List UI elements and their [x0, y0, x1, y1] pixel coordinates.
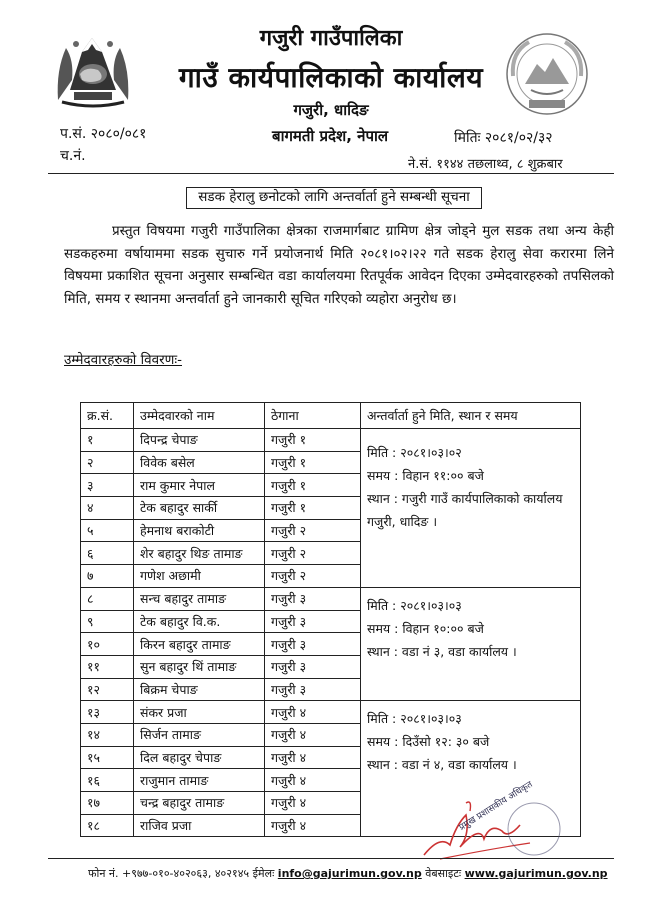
- schedule-date: मिति : २०८१।०३।०३: [367, 597, 462, 613]
- serial-cell: १८: [81, 814, 134, 837]
- footer-phone: फोन नं. +९७७-०१०-४०२०६३, ४०२१४५ ईमेलः: [88, 867, 275, 880]
- header-divider: [48, 173, 614, 174]
- office-title: गाउँ कार्यपालिकाको कार्यालय: [178, 61, 484, 94]
- serial-cell: १३: [81, 701, 134, 724]
- name-cell: संकर प्रजा: [134, 701, 265, 724]
- candidate-list-title: उम्मेदवारहरुको विवरणः-: [64, 352, 182, 368]
- footer-website-label: वेबसाइटः: [425, 867, 462, 880]
- serial-cell: ११: [81, 655, 134, 678]
- address-cell: गजुरी ४: [265, 769, 361, 792]
- letter-date: मितिः २०८१/०२/३२: [454, 130, 553, 146]
- reference-number: प.सं. २०८०/०८१: [60, 126, 147, 142]
- official-stamp: प्रमुख प्रशासकीय अधिकृत: [457, 779, 535, 834]
- address-cell: गजुरी ४: [265, 701, 361, 724]
- address-cell: गजुरी १: [265, 497, 361, 520]
- serial-cell: १२: [81, 678, 134, 701]
- nepal-sambat-date: ने.सं. ११४४ तछलाथ्व, ८ शुक्रबार: [408, 157, 563, 172]
- footer-email-link[interactable]: info@gajurimun.gov.np: [277, 867, 422, 880]
- table-header-row: [81, 403, 581, 429]
- schedule-date: मिति : २०८१।०३।०२: [367, 445, 462, 460]
- name-cell: दिपन्द्र चेपाङ: [134, 429, 265, 452]
- candidate-table: [80, 402, 581, 837]
- name-cell: राजुमान तामाङ: [134, 769, 265, 792]
- serial-cell: ५: [81, 519, 134, 542]
- address-cell: गजुरी ३: [265, 678, 361, 701]
- footer-website-link[interactable]: www.gajurimun.gov.np: [464, 867, 608, 880]
- serial-cell: ८: [81, 587, 134, 610]
- serial-cell: १: [81, 429, 134, 452]
- address-cell: गजुरी ३: [265, 587, 361, 610]
- name-cell: शेर बहादुर थिङ तामाङ: [134, 542, 265, 565]
- serial-cell: ६: [81, 542, 134, 565]
- address-cell: गजुरी ४: [265, 746, 361, 769]
- header-name: उम्मेदवारको नाम: [134, 403, 265, 429]
- name-cell: टेक बहादुर वि.क.: [134, 610, 265, 633]
- schedule-time: समय : विहान ११:०० बजे: [367, 468, 484, 483]
- address-cell: गजुरी १: [265, 474, 361, 497]
- name-cell: हेमनाथ बराकोटी: [134, 519, 265, 542]
- serial-cell: ४: [81, 497, 134, 520]
- schedule-cell-group-2: [361, 587, 581, 700]
- name-cell: दिल बहादुर चेपाङ: [134, 746, 265, 769]
- serial-cell: २: [81, 451, 134, 474]
- footer-contact: [88, 866, 608, 881]
- schedule-time: समय : दिउँसो १२: ३० बजे: [367, 734, 490, 750]
- address-cell: गजुरी २: [265, 519, 361, 542]
- dispatch-number: च.नं.: [60, 148, 86, 164]
- table-row: [81, 429, 581, 452]
- serial-cell: १४: [81, 723, 134, 746]
- name-cell: सन्च बहादुर तामाङ: [134, 587, 265, 610]
- serial-cell: १५: [81, 746, 134, 769]
- table-row: [81, 587, 581, 610]
- address-cell: गजुरी २: [265, 542, 361, 565]
- schedule-place: स्थान : वडा नं ३, वडा कार्यालय ।: [367, 643, 517, 659]
- name-cell: टेक बहादुर सार्की: [134, 497, 265, 520]
- serial-cell: ७: [81, 565, 134, 588]
- name-cell: बिक्रम चेपाङ: [134, 678, 265, 701]
- schedule-cell-group-1: [361, 429, 581, 588]
- address-cell: गजुरी ४: [265, 723, 361, 746]
- schedule-time: समय : विहान १०:०० बजे: [367, 620, 484, 636]
- notice-body: प्रस्तुत विषयमा गजुरी गाउँपालिका क्षेत्रका राजमार्गबाट ग्रामिण क्षेत्र जोड्ने मुल सडक तथा अन्य केही सडकहरुमा वर्षायाममा सडक सुचारु गर्ने प्रयोजनार्थ मिति २०८१।०२।२२ गते सडक हेरालु सेवा करारमा लिने विषयमा प्रकाशित सूचना अनुसार सम्बन्धित वडा कार्यालयमा रितपूर्वक आवेदन दिएका उम्मेदवारहरुको तपसिलको मिति, समय र स्थानमा अन्तर्वार्ता हुने जानकारी सूचित गरिएको व्यहोरा अनुरोध छ।: [64, 223, 614, 307]
- header-schedule: अन्तर्वार्ता हुने मिति, स्थान र समय: [361, 403, 581, 429]
- address-cell: गजुरी ३: [265, 655, 361, 678]
- header-address: ठेगाना: [265, 403, 361, 429]
- address-cell: गजुरी १: [265, 429, 361, 452]
- serial-cell: ९: [81, 610, 134, 633]
- name-cell: सुन बहादुर थिं तामाङ: [134, 655, 265, 678]
- schedule-date: मिति : २०८१।०३।०३: [367, 711, 462, 727]
- header-serial: क्र.सं.: [81, 403, 134, 429]
- name-cell: विवेक बसेल: [134, 451, 265, 474]
- serial-cell: १६: [81, 769, 134, 792]
- schedule-place: स्थान : गजुरी गाउँ कार्यपालिकाको कार्यालय गजुरी, धादिङ ।: [367, 491, 563, 529]
- office-location: गजुरी, धादिङ: [293, 101, 369, 119]
- address-cell: गजुरी ४: [265, 814, 361, 837]
- schedule-place: स्थान : वडा नं ४, वडा कार्यालय ।: [367, 757, 517, 773]
- municipality-name: गजुरी गाउँपालिका: [259, 26, 403, 51]
- name-cell: चन्द्र बहादुर तामाङ: [134, 792, 265, 815]
- name-cell: सिर्जन तामाङ: [134, 723, 265, 746]
- footer-divider: [48, 858, 614, 859]
- name-cell: राजिव प्रजा: [134, 814, 265, 837]
- name-cell: किरन बहादुर तामाङ: [134, 633, 265, 656]
- serial-cell: १०: [81, 633, 134, 656]
- address-cell: गजुरी ४: [265, 792, 361, 815]
- address-cell: गजुरी २: [265, 565, 361, 588]
- notice-subject: सडक हेरालु छनोटको लागि अन्तर्वार्ता हुने सम्बन्धी सूचना: [186, 187, 482, 209]
- address-cell: गजुरी १: [265, 451, 361, 474]
- province-country: बागमती प्रदेश, नेपाल: [272, 127, 389, 145]
- table-row: [81, 701, 581, 724]
- serial-cell: १७: [81, 792, 134, 815]
- address-cell: गजुरी ३: [265, 610, 361, 633]
- name-cell: गणेश अछामी: [134, 565, 265, 588]
- address-cell: गजुरी ३: [265, 633, 361, 656]
- name-cell: राम कुमार नेपाल: [134, 474, 265, 497]
- serial-cell: ३: [81, 474, 134, 497]
